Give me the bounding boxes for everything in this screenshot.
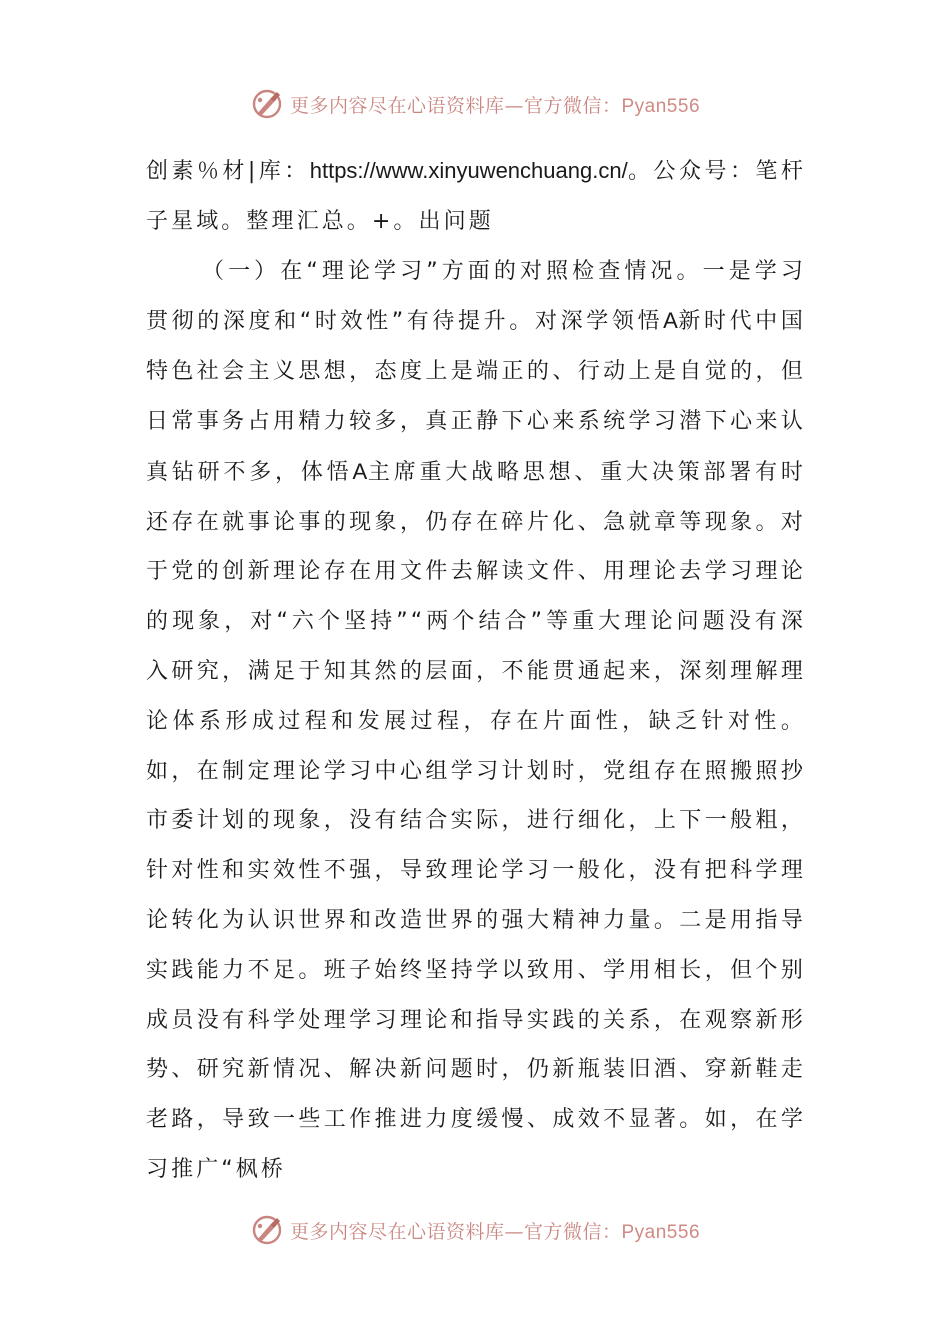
footer-banner-text: 更多内容尽在心语资料库—官方微信：Pyan556 xyxy=(289,1220,701,1243)
source-url: https://www.xinyuwenchuang.cn/ xyxy=(309,158,628,183)
header-banner-text: 更多内容尽在心语资料库—官方微信：Pyan556 xyxy=(289,94,701,117)
paragraph-theory-study xyxy=(146,247,806,1195)
paragraph-letter-1: A xyxy=(663,308,678,334)
header-wechat-id: Pyan556 xyxy=(621,95,701,117)
paragraph-letter-2: A xyxy=(352,458,368,484)
paragraph-text-part-1: （一）在“理论学习”方面的对照检查情况。一是学习贯彻的深度和“时效性”有待提升。对深学领悟 xyxy=(146,258,806,335)
paragraph-text-part-2: 新时代中国特色社会主义思想，态度上是端正的、行动上是自觉的，但日常事务占用精力较多，真正静下心来系统学习潜下心来认真钻研不多，体悟 xyxy=(146,309,806,485)
pen-circle-logo-icon xyxy=(250,87,284,121)
source-label: 创素％材|库： xyxy=(146,159,310,184)
footer-banner xyxy=(0,1210,950,1250)
paragraph-source-note xyxy=(146,146,806,247)
paragraph-text-part-3: 主席重大战略思想、重大决策部署有时还存在就事论事的现象，仍存在碎片化、急就章等现象。对于党的创新理论存在用文件去解读文件、用理论去学习理论的现象，对“六个坚持”“两个结合”等重大理论问题没有深入研究，满足于知其然的层面，不能贯通起来，深刻理解理论体系形成过程和发展过程，存在片面性，缺乏针对性。如，在制定理论学习中心组学习计划时，党组存在照搬照抄市委计划的现象，没有结合实际，进行细化，上下一般粗，针对性和实效性不强，导致理论学习一般化，没有把科学理论转化为认识世界和改造世界的强大精神力量。二是用指导实践能力不足。班子始终坚持学以致用、学用相长，但个别成员没有科学处理学习理论和指导实践的关系，在观察新形势、研究新情况、解决新问题时，仍新瓶装旧酒、穿新鞋走老路，导致一些工作推进力度缓慢、成效不显著。如，在学习推广“枫桥 xyxy=(146,459,806,1182)
footer-wechat-id: Pyan556 xyxy=(621,1221,701,1243)
pen-circle-logo-icon xyxy=(250,1213,284,1247)
header-banner xyxy=(0,84,950,124)
document-body xyxy=(146,146,806,1195)
source-tail: 。公众号：笔杆子星域。整理汇总。+。出问题 xyxy=(146,159,806,234)
